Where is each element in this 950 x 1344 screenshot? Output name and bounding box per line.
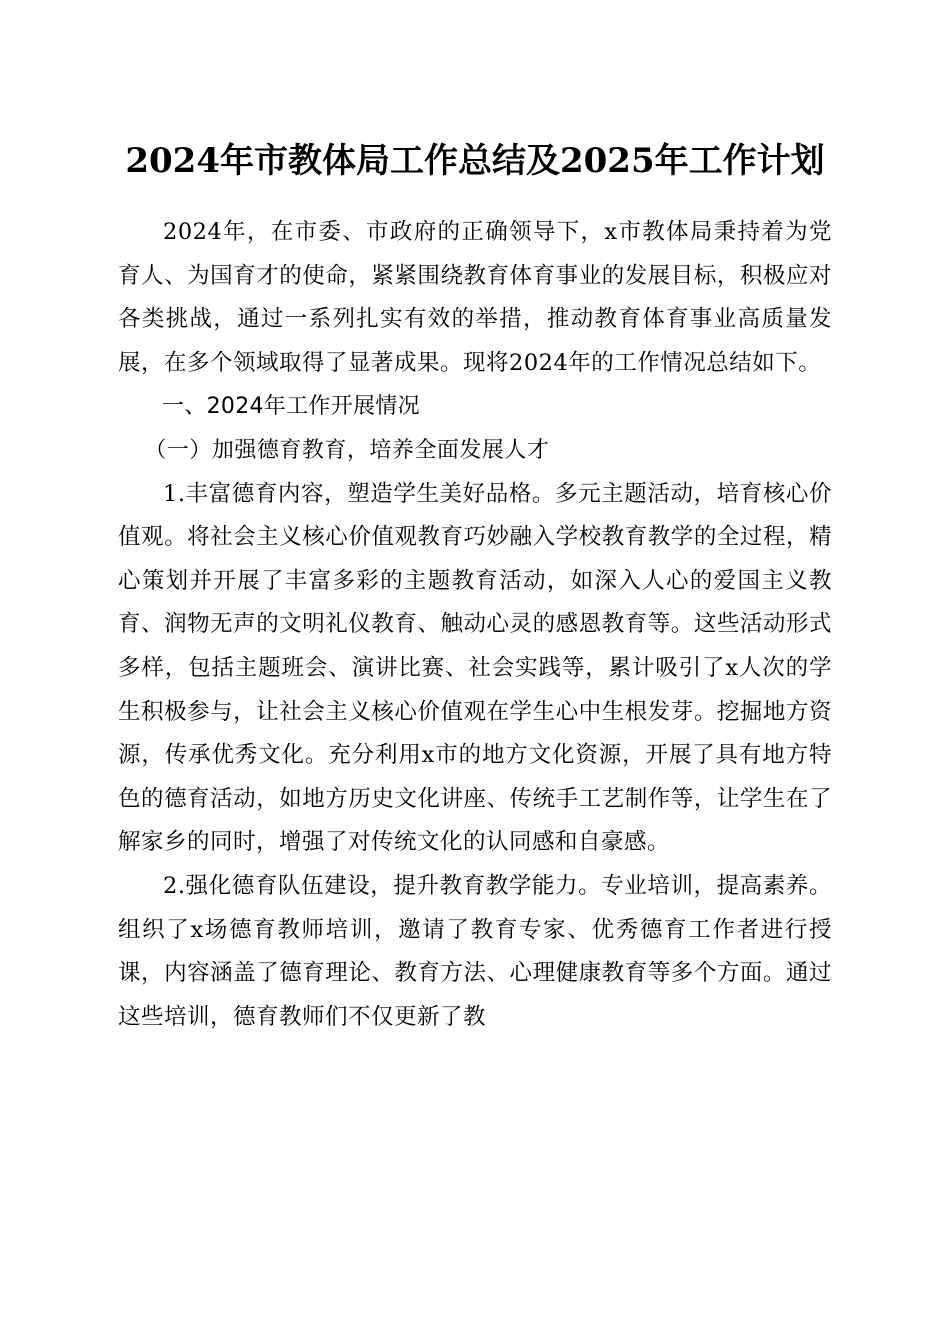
document-body [118,211,832,1039]
section-heading: 一、2024年工作开展情况 [162,394,420,420]
item-paragraph: 1.丰富德育内容，塑造学生美好品格。多元主题活动，培育核心价值观。将社会主义核心价值观教育巧妙融入学校教育教学的全过程，精心策划并开展了丰富多彩的主题教育活动，如深入人心的爱国主义教育、润物无声的文明礼仪教育、触动心灵的感恩教育等。这些活动形式多样，包括主题班会、演讲比赛、社会实践等，累计吸引了x人次的学生积极参与，让社会主义核心价值观在学生心中生根发芽。挖掘地方资源，传承优秀文化。充分利用x市的地方文化资源，开展了具有地方特色的德育活动，如地方历史文化讲座、传统手工艺制作等，让学生在了解家乡的同时，增强了对传统文化的认同感和自豪感。 [118,480,832,856]
subsection-heading: （一）加强德育教育，培养全面发展人才 [144,437,550,463]
item-paragraph: 2.强化德育队伍建设，提升教育教学能力。专业培训，提高素养。组织了x场德育教师培训，邀请了教育专家、优秀德育工作者进行授课，内容涵盖了德育理论、教育方法、心理健康教育等多个方面。通过这些培训，德育教师们不仅更新了教 [118,872,832,1030]
document-title: 2024年市教体局工作总结及2025年工作计划 [125,141,825,181]
intro-paragraph: 2024年，在市委、市政府的正确领导下，x市教体局秉持着为党育人、为国育才的使命，紧紧围绕教育体育事业的发展目标，积极应对各类挑战，通过一系列扎实有效的举措，推动教育体育事业高质量发展，在多个领域取得了显著成果。现将2024年的工作情况总结如下。 [118,219,832,376]
